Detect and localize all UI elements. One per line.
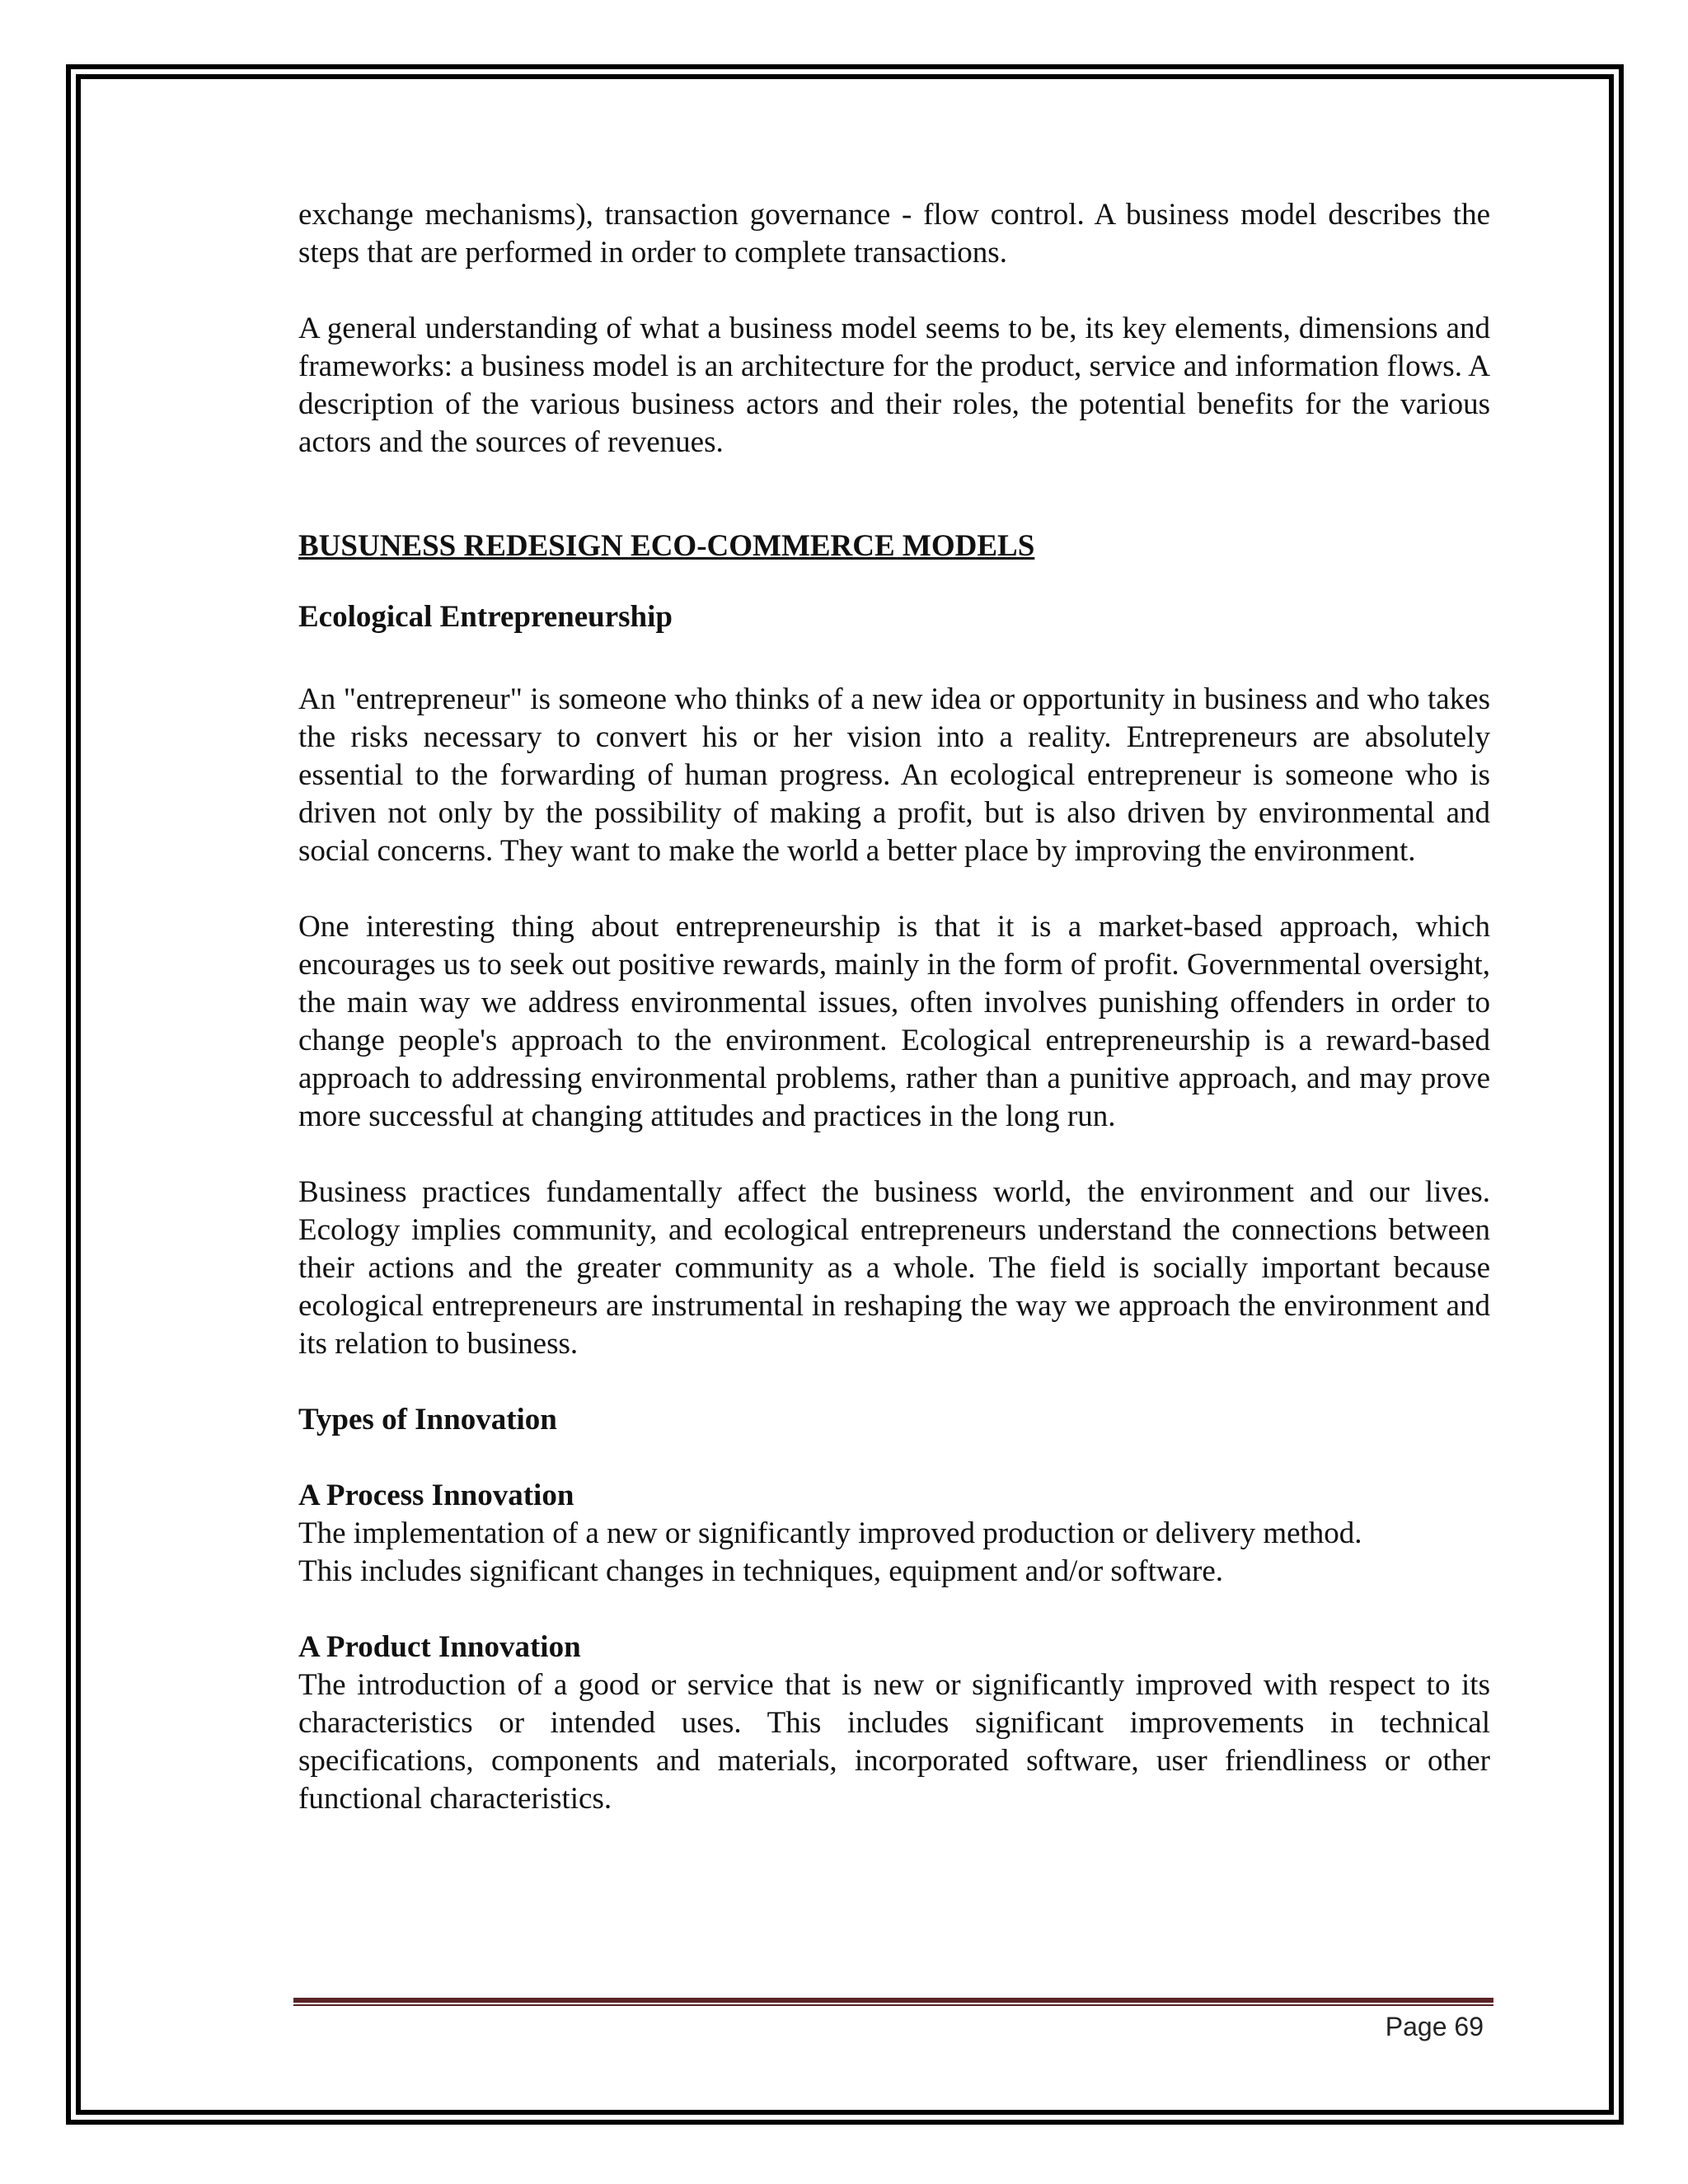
paragraph-continued: exchange mechanisms), transaction governance - flow control. A business model describes the steps that are performed in order to complete transactions. xyxy=(298,198,1490,269)
page-content xyxy=(298,196,1490,1818)
paragraph-general: A general understanding of what a business model seems to be, its key elements, dimensions and frameworks: a business model is an architecture for the product, service and information flows. A description of the various business actors and their roles, the potential benefits for the various actors and the sources of revenues. xyxy=(298,312,1490,459)
process-line-2: This includes significant changes in techniques, equipment and/or software. xyxy=(298,1554,1224,1588)
types-heading: Types of Innovation xyxy=(298,1403,557,1436)
section-heading: BUSUNESS REDESIGN ECO-COMMERCE MODELS xyxy=(298,529,1035,563)
paragraph-practices: Business practices fundamentally affect the business world, the environment and our lives. Ecology implies community, and ecological entrepreneurs understand the connections between their actions and the greater community as a whole. The field is socially important because ecological entrepreneurs are instrumental in reshaping the way we approach the environment and its relation to business. xyxy=(298,1175,1490,1361)
footer-rule xyxy=(293,1998,1493,2006)
footer-rule-thin xyxy=(293,2004,1493,2006)
paragraph-entrepreneur: An "entrepreneur" is someone who thinks of a new idea or opportunity in business and who takes the risks necessary to convert his or her vision into a reality. Entrepreneurs are absolutely essential to the forwarding of human progress. An ecological entrepreneur is someone who is driven not only by the possibility of making a profit, but is also driven by environmental and social concerns. They want to make the world a better place by improving the environment. xyxy=(298,682,1490,868)
eco-heading: Ecological Entrepreneurship xyxy=(298,600,673,634)
paragraph-interesting: One interesting thing about entrepreneurship is that it is a market-based approach, which encourages us to seek out positive rewards, mainly in the form of profit. Governmental oversight, the main way we address environmental issues, often involves punishing offenders in order to change people's approach to the environment. Ecological entrepreneurship is a reward-based approach to addressing environmental problems, rather than a punitive approach, and may prove more successful at changing attitudes and practices in the long run. xyxy=(298,910,1490,1133)
process-line-1: The implementation of a new or significantly improved production or delivery method. xyxy=(298,1516,1362,1550)
process-heading: A Process Innovation xyxy=(298,1479,574,1512)
product-text: The introduction of a good or service that is new or significantly improved with respect to its characteristics or intended uses. This includes significant improvements in technical specifications, components and materials, incorporated software, user friendliness or other functional characteristics. xyxy=(298,1668,1490,1816)
page-number: Page 69 xyxy=(1385,2012,1484,2041)
product-heading: A Product Innovation xyxy=(298,1630,581,1664)
footer-rule-thick xyxy=(293,1998,1493,2003)
